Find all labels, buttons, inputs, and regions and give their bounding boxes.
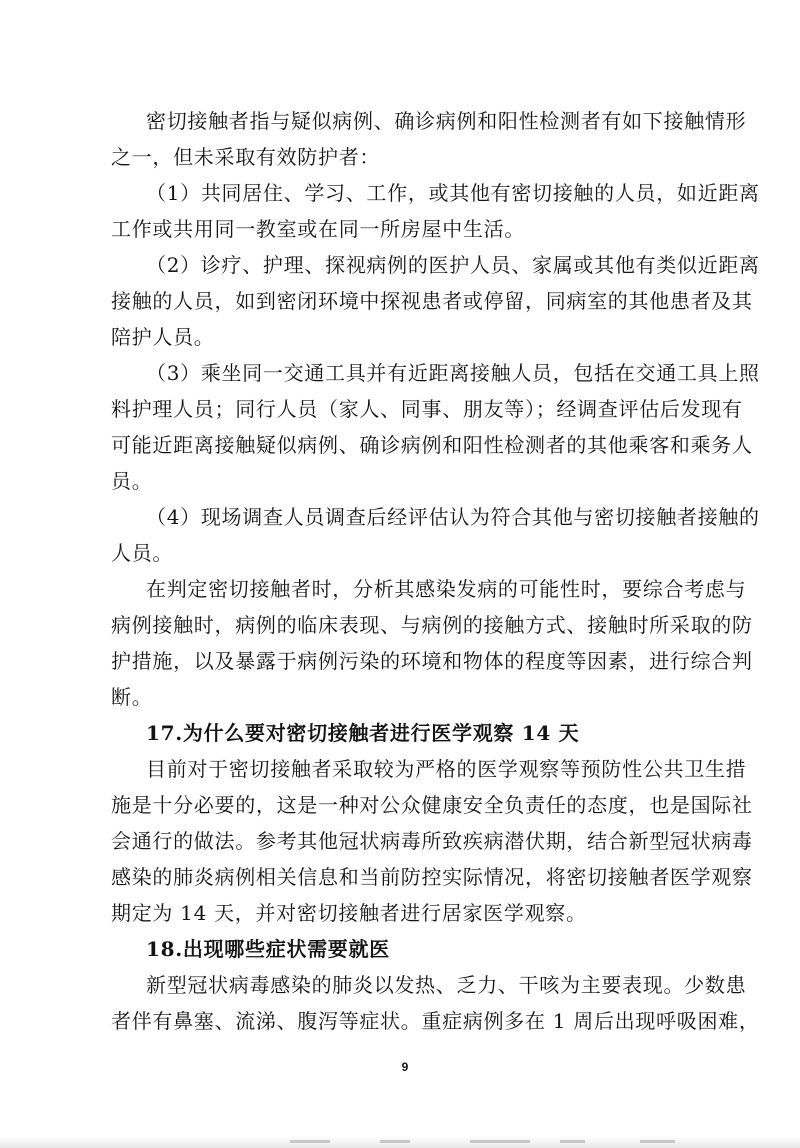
- paragraph-line: 目前对于密切接触者采取较为严格的医学观察等预防性公共卫生措: [146, 757, 747, 781]
- text-line: 密切接触者指与疑似病例、确诊病例和阳性检测者有如下接触情形: [146, 109, 747, 133]
- text-line: 断。: [111, 685, 153, 709]
- text-line: 之一，但未采取有效防护者：: [111, 145, 381, 169]
- text-line: 者伴有鼻塞、流涕、腹泻等症状。重症病例多在 1 周后出现呼吸困难，: [111, 1009, 760, 1033]
- text-line: 护措施，以及暴露于病例污染的环境和物体的程度等因素，进行综合判: [111, 649, 753, 673]
- section-heading-17: 17.为什么要对密切接触者进行医学观察 14 天: [146, 721, 580, 745]
- paragraph-line: 新型冠状病毒感染的肺炎以发热、乏力、干咳为主要表现。少数患: [146, 973, 747, 997]
- text-line: 陪护人员。: [111, 325, 215, 349]
- list-item-line: （1）共同居住、学习、工作，或其他有密切接触的人员，如近距离: [146, 181, 760, 205]
- text-line: 可能近距离接触疑似病例、确诊病例和阳性检测者的其他乘客和乘务人: [111, 433, 753, 457]
- list-item-line: （2）诊疗、护理、探视病例的医护人员、家属或其他有类似近距离: [146, 253, 760, 277]
- scan-edge-artifact: [0, 1136, 800, 1148]
- text-line: 施是十分必要的，这是一种对公众健康安全负责任的态度，也是国际社: [111, 793, 753, 817]
- text-line: 员。: [111, 469, 153, 493]
- list-item-line: （4）现场调查人员调查后经评估认为符合其他与密切接触者接触的: [146, 505, 760, 529]
- text-line: 病例接触时，病例的临床表现、与病例的接触方式、接触时所采取的防: [111, 613, 753, 637]
- text-line: 人员。: [111, 541, 174, 565]
- text-line: 工作或共用同一教室或在同一所房屋中生活。: [111, 217, 525, 241]
- text-line: 期定为 14 天，并对密切接触者进行居家医学观察。: [111, 901, 587, 925]
- paragraph-line: 在判定密切接触者时，分析其感染发病的可能性时，要综合考虑与: [146, 577, 747, 601]
- section-heading-18: 18.出现哪些症状需要就医: [146, 937, 390, 961]
- text-line: 接触的人员，如到密闭环境中探视患者或停留，同病室的其他患者及其: [111, 289, 753, 313]
- text-line: 感染的肺炎病例相关信息和当前防控实际情况，将密切接触者医学观察: [111, 865, 753, 889]
- text-line: 料护理人员；同行人员（家人、同事、朋友等）；经调查评估后发现有: [111, 397, 743, 421]
- list-item-line: （3）乘坐同一交通工具并有近距离接触人员，包括在交通工具上照: [146, 361, 760, 385]
- text-line: 会通行的做法。参考其他冠状病毒所致疾病潜伏期，结合新型冠状病毒: [111, 829, 753, 853]
- page-number: 9: [401, 1060, 409, 1074]
